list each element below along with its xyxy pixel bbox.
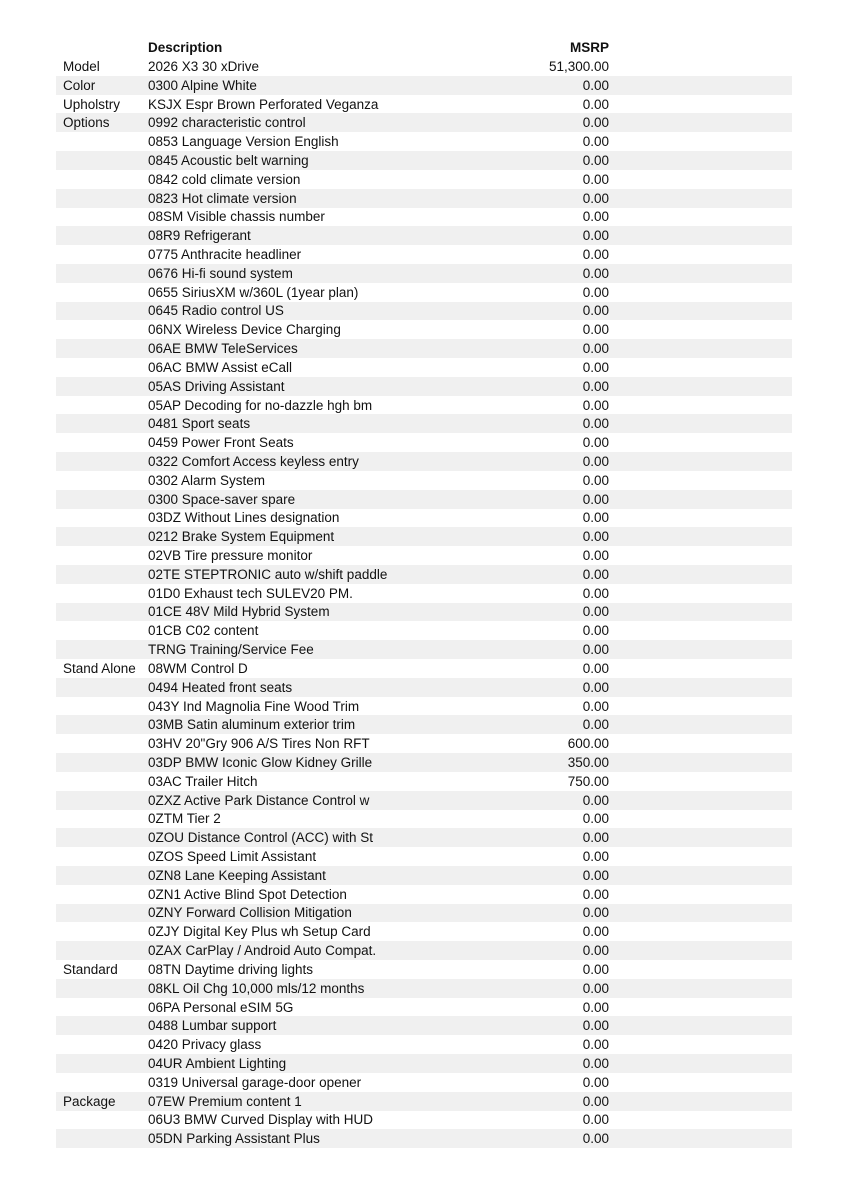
row-description: 0655 SiriusXM w/360L (1year plan) [148,284,359,300]
row-msrp: 0.00 [582,811,609,827]
row-description: 0775 Anthracite headliner [148,247,302,263]
row-category: Upholstry [63,96,121,112]
row-msrp: 0.00 [582,529,609,545]
table-row [56,95,792,114]
table-row [56,57,792,76]
row-msrp: 0.00 [582,717,609,733]
table-row [56,264,792,283]
row-category: Options [63,115,110,131]
row-description: 0ZOU Distance Control (ACC) with St [148,830,374,846]
table-row [56,302,792,321]
table-row [56,584,792,603]
table-row [56,113,792,132]
row-description: 03MB Satin aluminum exterior trim [148,717,356,733]
row-msrp: 0.00 [582,453,609,469]
table-row [56,527,792,546]
table-row [56,791,792,810]
table-row [56,358,792,377]
row-msrp: 0.00 [582,867,609,883]
row-msrp: 0.00 [582,623,609,639]
row-description: 08WM Control D [148,660,248,676]
row-description: TRNG Training/Service Fee [148,642,314,658]
table-row [56,1035,792,1054]
row-description: 06PA Personal eSIM 5G [148,999,294,1015]
row-description: 0494 Heated front seats [148,679,293,695]
row-description: 0488 Lumbar support [148,1018,277,1034]
row-description: 03HV 20"Gry 906 A/S Tires Non RFT [148,736,370,752]
table-row [56,960,792,979]
table-row [56,546,792,565]
table-row [56,433,792,452]
row-msrp: 0.00 [582,642,609,658]
table-row [56,828,792,847]
table-body [56,57,792,1148]
table-row [56,1016,792,1035]
row-description: 08KL Oil Chg 10,000 mls/12 months [148,980,365,996]
table-row [56,245,792,264]
row-description: 2026 X3 30 xDrive [148,58,260,74]
table-row [56,283,792,302]
row-msrp: 0.00 [582,679,609,695]
row-msrp: 0.00 [582,980,609,996]
row-description: 0322 Comfort Access keyless entry [148,453,359,469]
row-msrp: 750.00 [567,773,609,789]
table-row [56,189,792,208]
row-description: 03DP BMW Iconic Glow Kidney Grille [148,754,373,770]
row-msrp: 0.00 [582,886,609,902]
row-description: 0ZN8 Lane Keeping Assistant [148,867,326,883]
row-description: 0481 Sport seats [148,416,251,432]
table-row [56,509,792,528]
row-msrp: 0.00 [582,190,609,206]
row-description: 0853 Language Version English [148,134,339,150]
table-row [56,490,792,509]
row-msrp: 600.00 [567,736,609,752]
row-description: 0845 Acoustic belt warning [148,152,309,168]
table-row [56,715,792,734]
row-description: 06AC BMW Assist eCall [148,359,293,375]
row-msrp: 0.00 [582,284,609,300]
msrp-column-header: MSRP [569,40,609,55]
row-category: Model [63,58,100,74]
row-msrp: 0.00 [582,585,609,601]
row-msrp: 0.00 [582,247,609,263]
table-row [56,226,792,245]
row-description: 0420 Privacy glass [148,1037,262,1053]
row-description: 02TE STEPTRONIC auto w/shift paddle [148,566,388,582]
row-msrp: 0.00 [582,849,609,865]
row-msrp: 0.00 [582,698,609,714]
row-msrp: 0.00 [582,491,609,507]
row-description: 03DZ Without Lines designation [148,510,340,526]
table-row [56,772,792,791]
table-row [56,659,792,678]
row-msrp: 0.00 [582,510,609,526]
table-row [56,922,792,941]
row-description: 06NX Wireless Device Charging [148,322,341,338]
table-row [56,904,792,923]
table-row [56,979,792,998]
row-description: 043Y Ind Magnolia Fine Wood Trim [148,698,360,714]
row-msrp: 0.00 [582,265,609,281]
row-msrp: 0.00 [582,228,609,244]
table-row [56,678,792,697]
row-msrp: 0.00 [582,359,609,375]
row-msrp: 51,300.00 [548,58,609,74]
row-msrp: 0.00 [582,115,609,131]
row-description: 02VB Tire pressure monitor [148,548,313,564]
row-msrp: 0.00 [582,397,609,413]
row-category: Stand Alone [63,660,136,676]
options-price-sheet [56,38,792,1148]
row-description: 0300 Space-saver spare [148,491,296,507]
row-msrp: 0.00 [582,924,609,940]
row-description: 0300 Alpine White [148,77,257,93]
table-row [56,170,792,189]
table-header [56,38,792,57]
row-description: 0319 Universal garage-door opener [148,1074,362,1090]
row-msrp: 0.00 [582,472,609,488]
table-row [56,1054,792,1073]
row-description: 0ZN1 Active Blind Spot Detection [148,886,347,902]
row-msrp: 0.00 [582,1074,609,1090]
row-msrp: 0.00 [582,152,609,168]
row-description: 0ZAX CarPlay / Android Auto Compat. [148,943,377,959]
table-row [56,565,792,584]
row-msrp: 0.00 [582,604,609,620]
row-msrp: 0.00 [582,961,609,977]
table-row [56,847,792,866]
row-description: 08TN Daytime driving lights [148,961,314,977]
row-category: Standard [63,961,118,977]
row-msrp: 0.00 [582,566,609,582]
row-msrp: 0.00 [582,999,609,1015]
row-description: 0842 cold climate version [148,171,301,187]
table-row [56,320,792,339]
row-description: 05DN Parking Assistant Plus [148,1131,320,1147]
table-row [56,1111,792,1130]
row-msrp: 0.00 [582,96,609,112]
row-category: Color [63,77,96,93]
row-description: 0212 Brake System Equipment [148,529,335,545]
row-description: 0ZTM Tier 2 [148,811,221,827]
table-row [56,885,792,904]
row-msrp: 0.00 [582,1093,609,1109]
row-description: 0645 Radio control US [148,303,284,319]
row-msrp: 0.00 [582,77,609,93]
table-row [56,621,792,640]
table-row [56,1073,792,1092]
description-column-header: Description [148,40,223,55]
table-row [56,941,792,960]
row-msrp: 0.00 [582,209,609,225]
table-row [56,151,792,170]
row-msrp: 0.00 [582,660,609,676]
row-msrp: 0.00 [582,416,609,432]
table-row [56,76,792,95]
table-row [56,640,792,659]
table-row [56,1129,792,1148]
row-msrp: 0.00 [582,171,609,187]
table-row [56,1092,792,1111]
table-row [56,208,792,227]
row-msrp: 0.00 [582,378,609,394]
table-row [56,452,792,471]
row-description: 0ZJY Digital Key Plus wh Setup Card [148,924,371,940]
row-msrp: 0.00 [582,943,609,959]
table-row [56,603,792,622]
row-msrp: 0.00 [582,830,609,846]
row-description: 0676 Hi-fi sound system [148,265,293,281]
row-msrp: 0.00 [582,303,609,319]
table-row [56,396,792,415]
row-description: KSJX Espr Brown Perforated Veganza [148,96,379,112]
table-row [56,866,792,885]
table-row [56,377,792,396]
row-description: 06AE BMW TeleServices [148,341,298,357]
row-msrp: 0.00 [582,1055,609,1071]
row-msrp: 350.00 [567,754,609,770]
row-description: 01D0 Exhaust tech SULEV20 PM. [148,585,353,601]
row-msrp: 0.00 [582,1037,609,1053]
table-row [56,132,792,151]
row-msrp: 0.00 [582,134,609,150]
table-row [56,998,792,1017]
row-msrp: 0.00 [582,322,609,338]
row-description: 07EW Premium content 1 [148,1093,302,1109]
table-row [56,339,792,358]
row-msrp: 0.00 [582,1131,609,1147]
row-description: 01CB C02 content [148,623,259,639]
table-row [56,753,792,772]
row-description: 0ZXZ Active Park Distance Control w [148,792,370,808]
row-description: 0ZNY Forward Collision Mitigation [148,905,352,921]
row-description: 0302 Alarm System [148,472,266,488]
row-description: 01CE 48V Mild Hybrid System [148,604,330,620]
row-description: 0459 Power Front Seats [148,435,294,451]
row-msrp: 0.00 [582,905,609,921]
row-description: 03AC Trailer Hitch [148,773,258,789]
row-description: 0992 characteristic control [148,115,306,131]
row-description: 04UR Ambient Lighting [148,1055,287,1071]
row-msrp: 0.00 [582,1018,609,1034]
row-description: 08SM Visible chassis number [148,209,325,225]
row-msrp: 0.00 [582,341,609,357]
table-row [56,734,792,753]
table-row [56,810,792,829]
row-description: 06U3 BMW Curved Display with HUD [148,1112,374,1128]
table-row [56,471,792,490]
row-msrp: 0.00 [582,792,609,808]
row-description: 05AP Decoding for no-dazzle hgh bm [148,397,373,413]
row-msrp: 0.00 [582,435,609,451]
row-msrp: 0.00 [582,1112,609,1128]
row-description: 08R9 Refrigerant [148,228,251,244]
table-row [56,414,792,433]
row-description: 0823 Hot climate version [148,190,297,206]
table-row [56,697,792,716]
row-description: 0ZOS Speed Limit Assistant [148,849,317,865]
row-msrp: 0.00 [582,548,609,564]
row-category: Package [63,1093,116,1109]
row-description: 05AS Driving Assistant [148,378,285,394]
